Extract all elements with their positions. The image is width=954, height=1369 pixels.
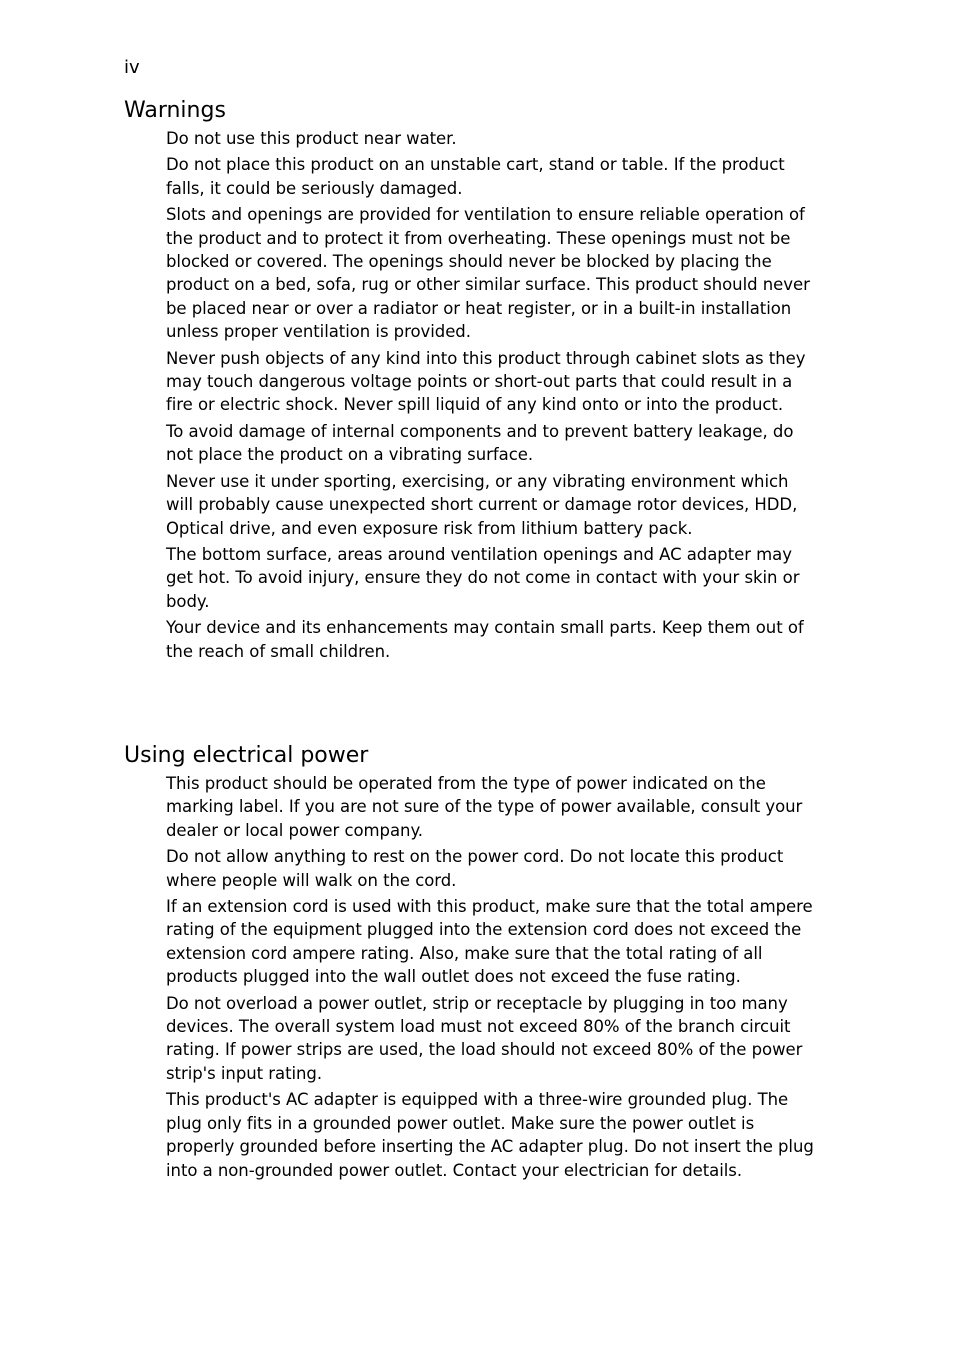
warning-paragraph: Do not use this product near water. (166, 129, 457, 148)
warning-paragraph: Slots and openings are provided for ventilation to ensure reliable operation of the product and to protect it from overheating. These openings must not be blocked or covered. The openings should never be blocked by placing the product on a bed, sofa, rug or other similar surface. This product should never be placed near or over a radiator or heat register, or in a built-in installation unless proper ventilation is provided. (166, 205, 810, 342)
power-paragraph: Do not overload a power outlet, strip or receptacle by plugging in too many devices. The overall system load must not exceed 80% of the branch circuit rating. If power strips are used, the load should not exceed 80% of the power strip's input rating. (166, 993, 803, 1083)
warning-paragraph: Your device and its enhancements may contain small parts. Keep them out of the reach of small children. (166, 618, 804, 661)
power-paragraph: This product's AC adapter is equipped with a three-wire grounded plug. The plug only fits in a grounded power outlet. Make sure the power outlet is properly grounded before inserting the AC adapter plug. Do not insert the plug into a non-grounded power outlet. Contact your electrician for details. (166, 1090, 814, 1180)
electrical-power-section (124, 742, 824, 1185)
warning-paragraph: The bottom surface, areas around ventilation openings and AC adapter may get hot. To avoid injury, ensure they do not come in contact with your skin or body. (166, 544, 800, 611)
page-number: iv (124, 57, 140, 78)
warnings-section (124, 97, 824, 666)
power-paragraph: Do not allow anything to rest on the power cord. Do not locate this product where people will walk on the cord. (166, 847, 784, 890)
warning-paragraph: Never push objects of any kind into this product through cabinet slots as they may touch dangerous voltage points or short-out parts that could result in a fire or electric shock. Never spill liquid of any kind onto or into the product. (166, 348, 806, 415)
warning-paragraph: Never use it under sporting, exercising, or any vibrating environment which will probably cause unexpected short current or damage rotor devices, HDD, Optical drive, and even exposure risk from lithium battery pack. (166, 471, 798, 538)
power-paragraph: If an extension cord is used with this product, make sure that the total ampere rating of the equipment plugged into the extension cord does not exceed the extension cord ampere rating. Also, make sure that the total rating of all products plugged into the wall outlet does not exceed the fuse rating. (166, 897, 813, 987)
warnings-list (124, 127, 824, 663)
warnings-heading: Warnings (124, 98, 226, 123)
electrical-power-list (124, 772, 824, 1182)
warning-paragraph: Do not place this product on an unstable cart, stand or table. If the product falls, it could be seriously damaged. (166, 155, 785, 198)
electrical-power-heading: Using electrical power (124, 743, 369, 768)
power-paragraph: This product should be operated from the type of power indicated on the marking label. If you are not sure of the type of power available, consult your dealer or local power company. (166, 774, 803, 840)
warning-paragraph: To avoid damage of internal components and to prevent battery leakage, do not place the product on a vibrating surface. (166, 421, 794, 465)
